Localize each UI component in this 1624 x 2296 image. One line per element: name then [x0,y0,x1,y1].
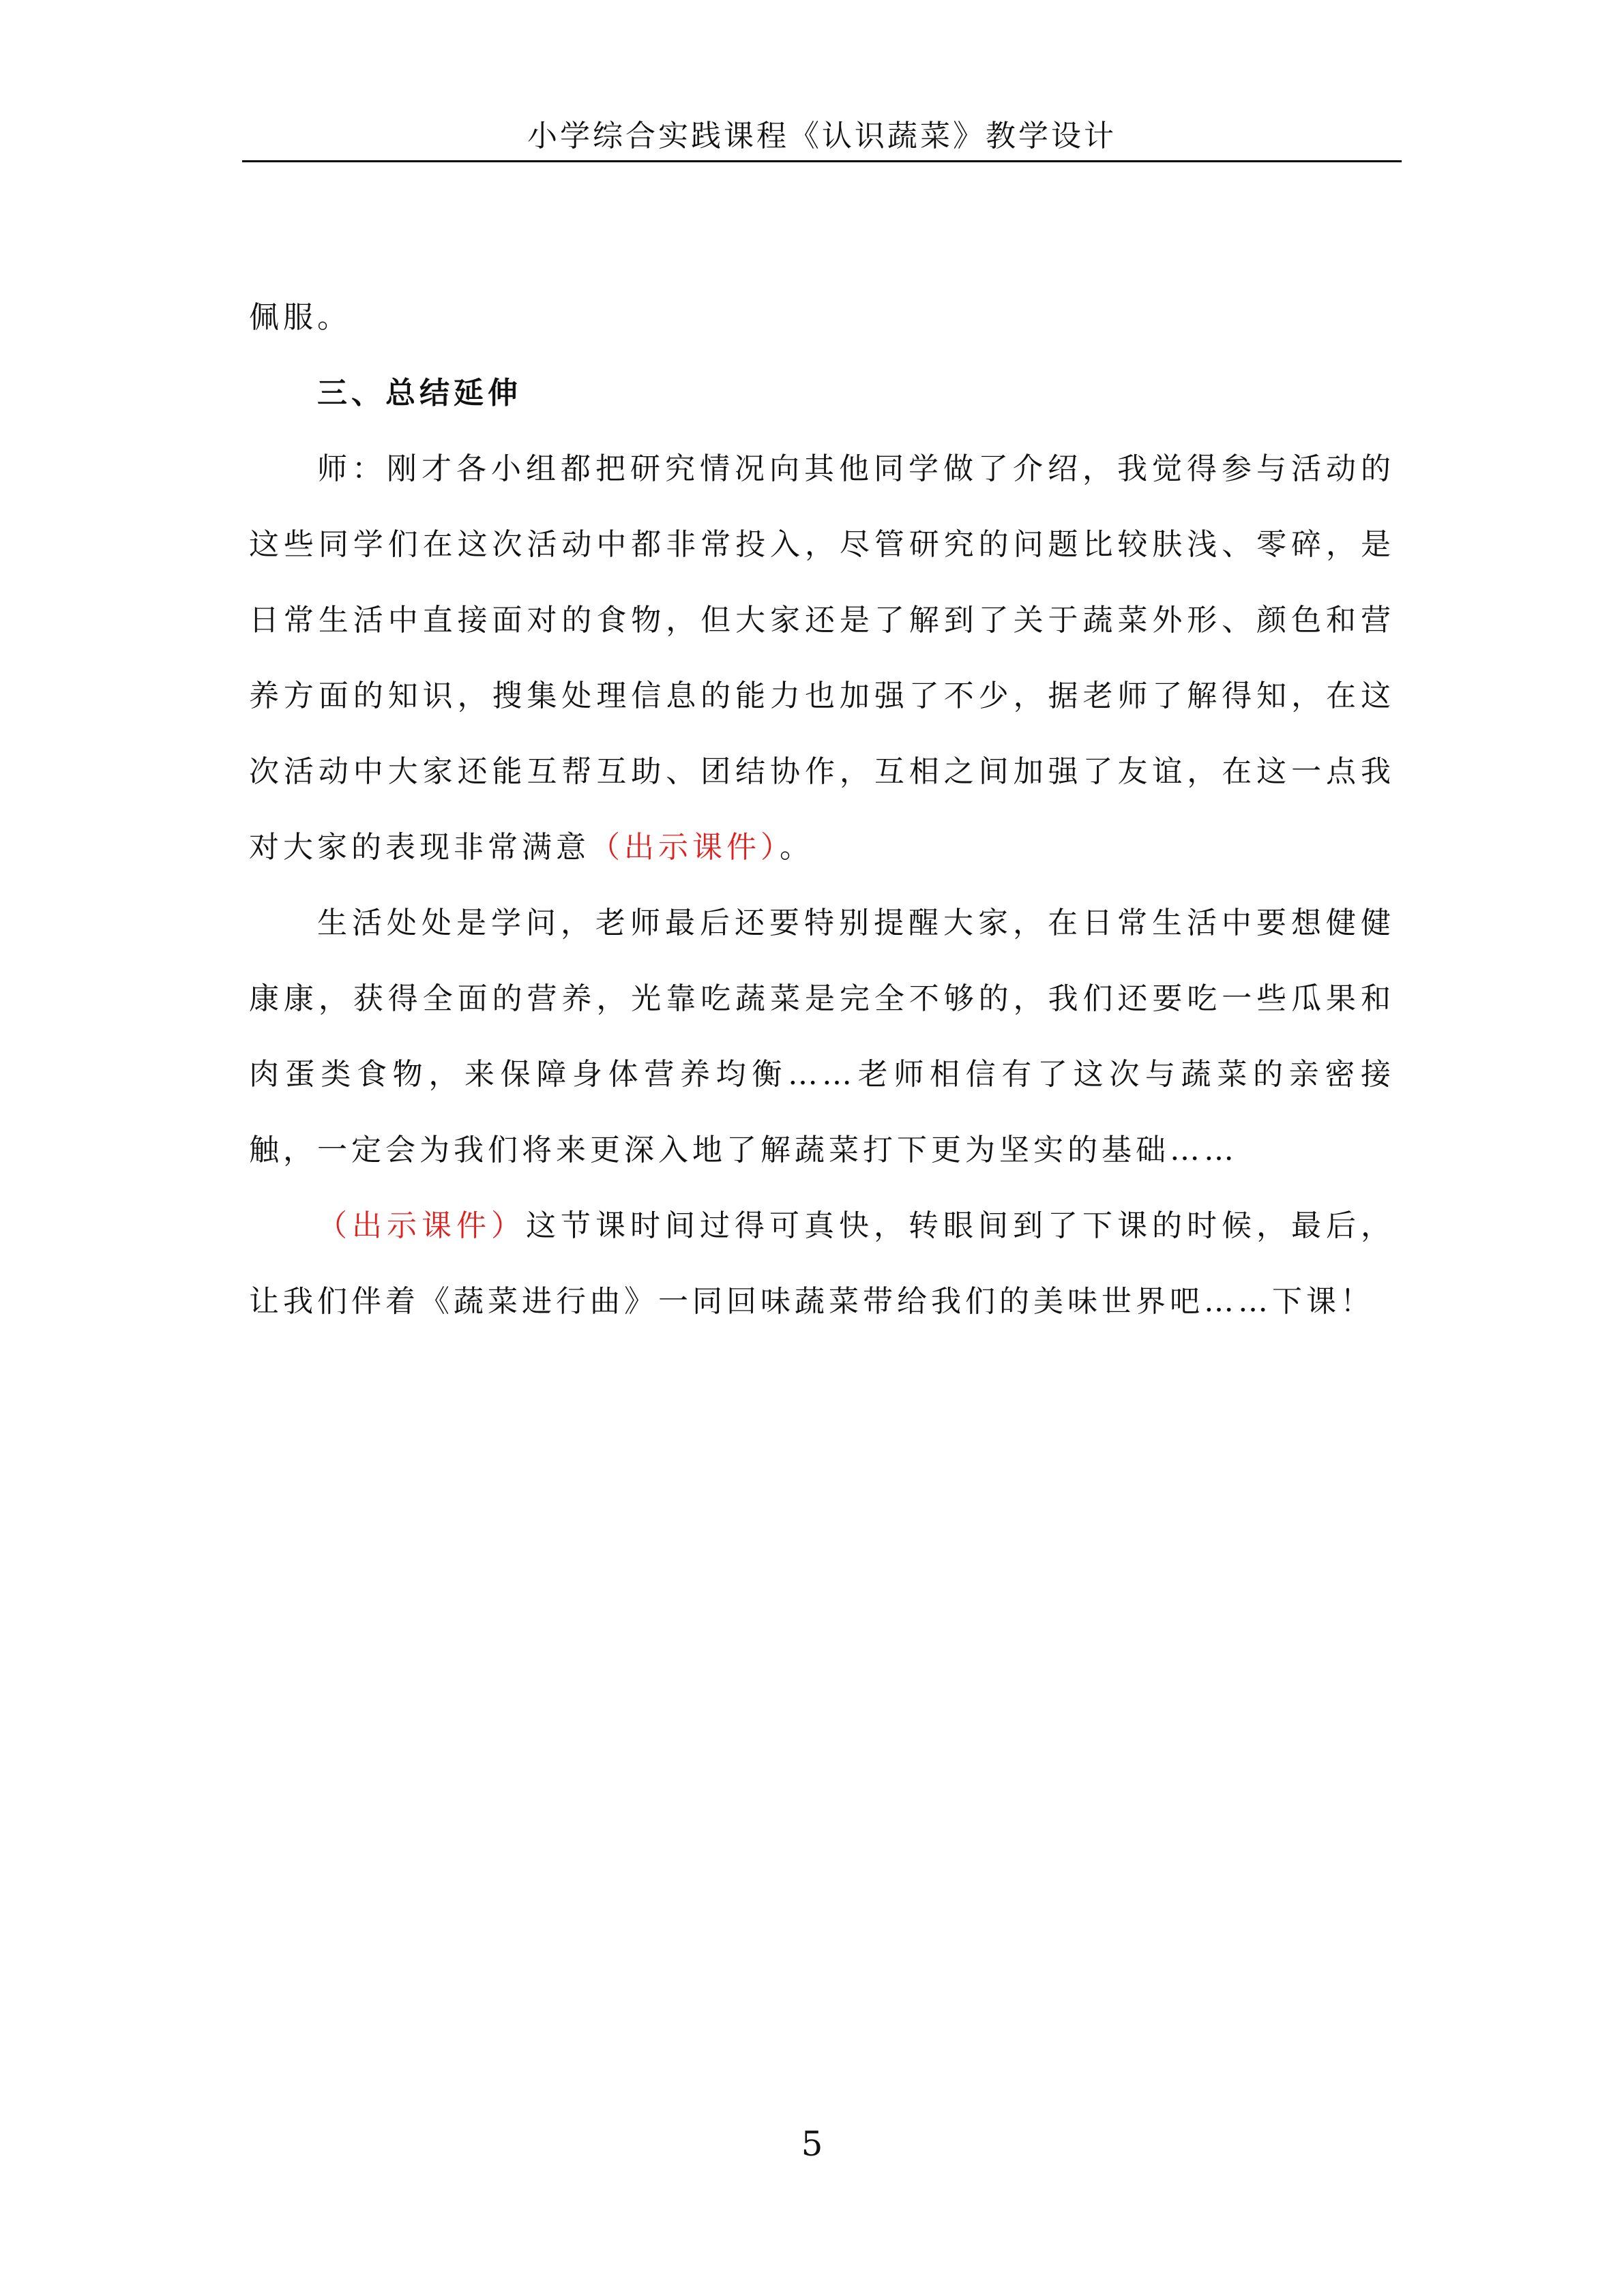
header-divider [242,160,1402,162]
page-header-title: 小学综合实践课程《认识蔬菜》教学设计 [527,119,1117,153]
paragraph-text: 这节课时间过得可真快，转眼间到了下课的时候，最后，让我们伴着《蔬菜进行曲》一同回味蔬菜带给我们的美味世界吧……下课！ [249,1208,1395,1319]
page-number: 5 [801,2124,823,2164]
paragraph-closing [249,1188,1395,1339]
paragraph-continuation: 佩服。 [249,300,351,335]
courseware-note: （出示课件） [317,1208,526,1243]
paragraph-teacher-summary [249,431,1395,885]
paragraph-life-learning: 生活处处是学问，老师最后还要特别提醒大家，在日常生活中要想健健康康，获得全面的营养，光靠吃蔬菜是完全不够的，我们还要吃一些瓜果和肉蛋类食物，来保障身体营养均衡……老师相信有了这次与蔬菜的亲密接触，一定会为我们将来更深入地了解蔬菜打下更为坚实的基础…… [249,906,1395,1167]
section-heading: 三、总结延伸 [317,376,522,411]
document-body [249,280,1395,1339]
paragraph-text: 师：刚才各小组都把研究情况向其他同学做了介绍，我觉得参与活动的这些同学们在这次活动中都非常投入，尽管研究的问题比较肤浅、零碎，是日常生活中直接面对的食物，但大家还是了解到了关于蔬菜外形、颜色和营养方面的知识，搜集处理信息的能力也加强了不少，据老师了解得知，在这次活动中大家还能互帮互助、团结协作，互相之间加强了友谊，在这一点我对大家的表现非常满意 [249,451,1395,865]
paragraph-end: 。 [780,830,814,865]
courseware-note: （出示课件） [590,830,780,865]
